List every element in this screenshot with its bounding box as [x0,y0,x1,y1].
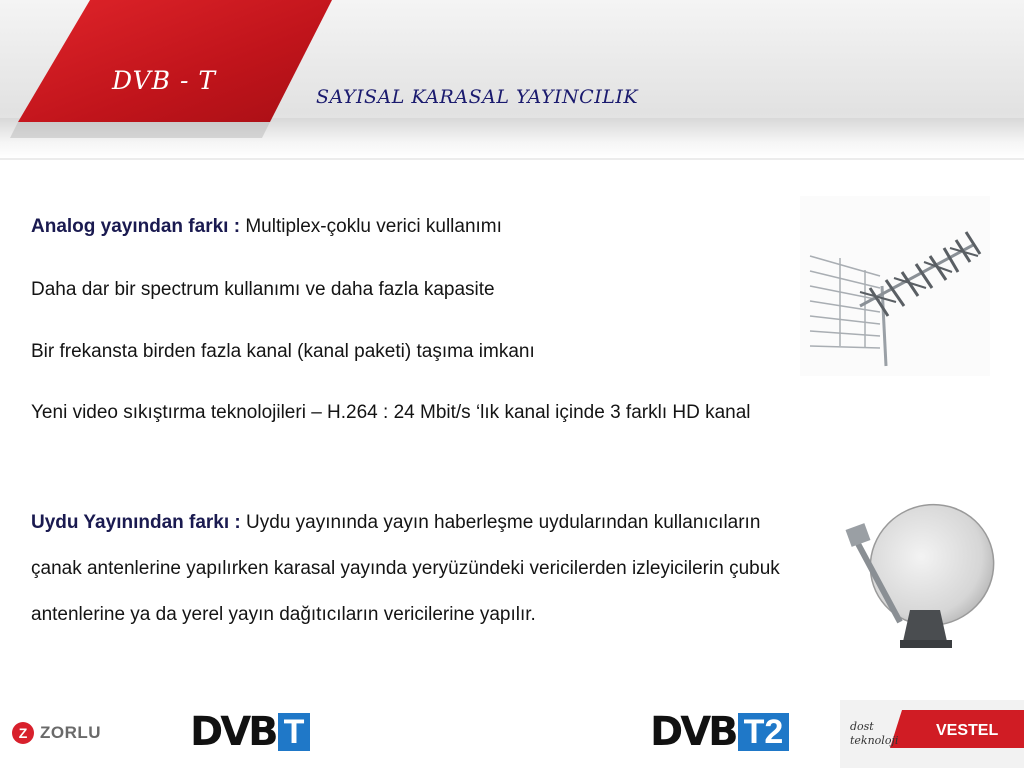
satellite-label: Uydu Yayınından farkı : [31,512,241,533]
vestel-brand: VESTEL [936,722,999,739]
analog-text: Multiplex-çoklu verici kullanımı [240,216,502,237]
slide-tag: DVB - T [112,66,217,95]
paragraph-satellite [31,500,791,638]
paragraph-compression: Yeni video sıkıştırma teknolojileri – H.264 : 24 Mbit/s ‘lık kanal içinde 3 farklı HD kanal [31,402,751,423]
dvb-t-prefix: DVB [190,709,276,755]
logo-footer [0,700,1024,768]
paragraph-spectrum: Daha dar bir spectrum kullanımı ve daha fazla kapasite [31,279,495,300]
satellite-text: Uydu yayınında yayın haberleşme uydularından kullanıcıların çanak antenlerine yapılırken karasal yayında yeryüzündeki vericilerden izleyicilerin çubuk antenlerine ya da yerel yayın dağıtıcıların vericilerine yapılır. [31,512,780,625]
paragraph-frequency: Bir frekansta birden fazla kanal (kanal paketi) taşıma imkanı [31,341,535,362]
dvb-t2-suffix: T2 [738,713,790,751]
analog-label: Analog yayından farkı : [31,216,241,237]
terrestrial-antenna-icon [800,196,990,376]
dvb-t-logo [190,709,310,755]
zorlu-logo [12,722,101,744]
dvb-t2-logo [650,709,789,755]
zorlu-mark: Z [12,722,34,744]
zorlu-text: ZORLU [40,723,102,742]
vestel-slogan-2: teknoloji [850,734,899,747]
vestel-slogan-1: dost [850,720,874,733]
vestel-logo [840,700,1024,768]
satellite-dish-icon [840,500,1000,655]
slide-header [0,0,1024,160]
dvb-t2-prefix: DVB [650,709,736,755]
dvb-t-suffix: T [278,713,311,751]
paragraph-analog [31,212,791,242]
slide-title: SAYISAL KARASAL YAYINCILIK [316,86,639,108]
